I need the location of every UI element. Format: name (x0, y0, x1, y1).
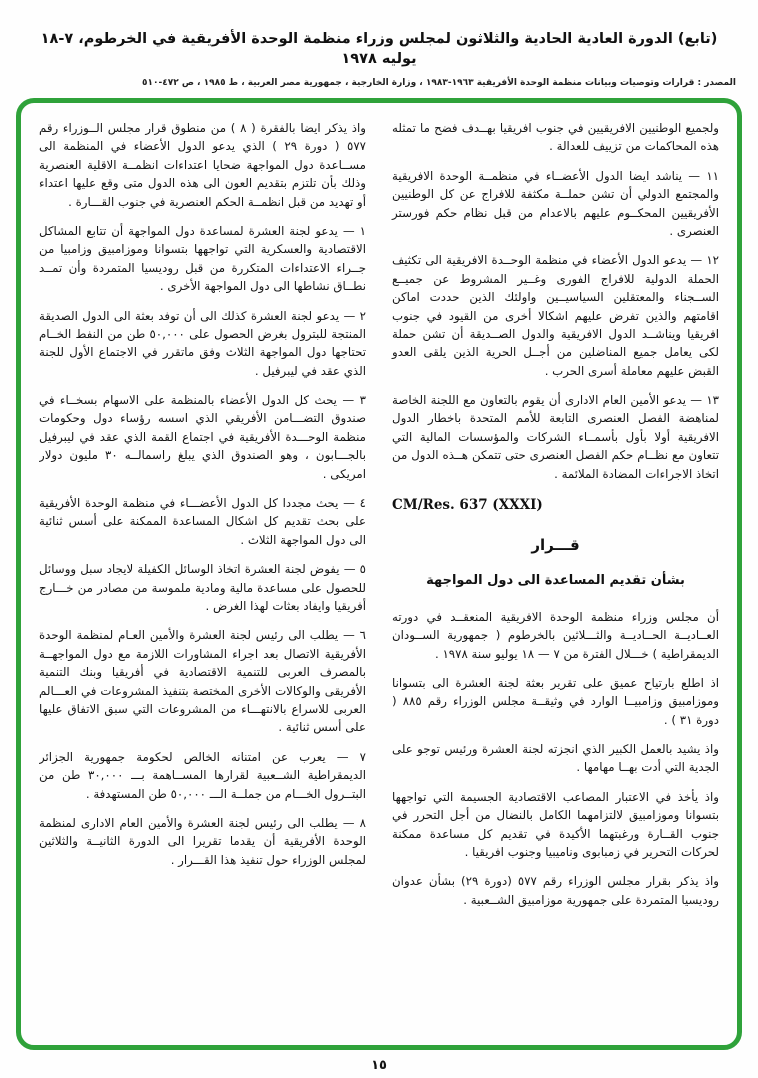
paragraph: واذ يشيد بالعمل الكبير الذي انجزته لجنة العشرة ورئيس توجو على الجدية التي أدت بهــا مهامها . (392, 742, 719, 775)
document-frame (16, 98, 742, 1050)
paragraph: واذ يذكر بقرار مجلس الوزراء رقم ٥٧٧ (دورة ٢٩) بشأن عدوان روديسيا المتمردة على جمهورية موزامبيق الشــعبية . (392, 874, 719, 907)
paragraph: اذ اطلع بارتياح عميق على تقرير بعثة لجنة العشرة الى بتسوانا وموزامبيق وزامبيــا الوارد في وثيقــة مجلس الوزراء رقم ٨٨٥ ( دورة ٣١ ) . (392, 675, 719, 727)
page-number: ١٥ (371, 1058, 387, 1073)
paragraph: ١٢ — يدعو الدول الأعضاء في منظمة الوحــدة الافريقية الى تكثيف الحملة الدولية للافراج الفورى وغــير المشروط عن جميــع الســجناء والمعتقلين السياسيــين واولئك الذين حددت اماكن اقامتهم والذين تفرض عليهم اشكالا أخرى من القيود في جنوب افريقيا ويناشــد الدول الافريقية والدول الصــديقة أن تشن حملة لكى يعامل جميع المناضلين من أجــل الحرية الذين يلقى العدو القبض عليهم معاملة أسرى الحرب . (392, 253, 719, 378)
paragraph: واذ يذكر ايضا بالفقرة ( ٨ ) من منطوق قرار مجلس الــوزراء رقم ٥٧٧ ( دورة ٢٩ ) الذي يدعو الدول الأعضاء في المنظمة الى مســاعدة دول المواجهة ضحايا اعتداءات انظمــة الاقلية العنصرية وذلك بأن تلتزم بتقديم العون الى هذه الدول متى وقع عليها اعتداء أو تهديد من قبل انظمــة الحكم العنصرية في جنوب القـــارة . (39, 121, 366, 209)
left-column (39, 119, 366, 1029)
paragraph: ولجميع الوطنيين الافريقيين في جنوب افريقيا بهــدف فضح ما تمثله هذه المحاكمات من تزييف للعدالة . (392, 121, 719, 154)
paragraph: ١ — يدعو لجنة العشرة لمساعدة دول المواجهة أن تتابع المشاكل الاقتصادية والعسكرية التي تواجهها بتسوانا وموزامبيق وزامبيا من جــراء الاعتداءات المتكررة من قبل روديسيا المتمردة وأن تمــد نطــاق نشاطها الى دول المواجهة الأخرى . (39, 223, 366, 294)
source-line: المصدر : قرارات وتوصيات وبيانات منظمة الوحدة الأفريقية ١٩٦٣-١٩٨٣ ، وزارة الخارجية ، جمهورية مصر العربية ، ط ١٩٨٥ ، ص ٤٧٢-٥١٠ (141, 78, 736, 89)
paragraph: ٧ — يعرب عن امتنانه الخالص لحكومة جمهورية الجزائر الديمقراطية الشــعبية لقرارها المســاهمة بـــ ٣٠,٠٠٠ طن من البتــرول الخـــام من جملــة الـــ ٥٠,٠٠٠ طن المستهدفة . (39, 749, 366, 801)
paragraph: ٢ — يدعو لجنة العشرة كذلك الى أن توفد بعثة الى الدول الصديقة المنتجة للبترول بغرض الحصول على ٥٠,٠٠٠ طن من النفط الخــام تحتاجها دول المواجهة الثلاث وفق ماتقرر في الاجتماع الأول للجنة الذي عقد في ليبرفيل . (39, 308, 367, 378)
resolution-reference: CM/Res. 637 (XXXI) (392, 497, 543, 514)
paragraph: ٥ — يفوض لجنة العشرة اتخاذ الوسائل الكفيلة لايجاد سبل ووسائل للحصول على مساعدة مالية ومادية ملموسة من مصادر من خـــارج أفريقيا وايفاد بعثات لهذا الغرض . (39, 562, 366, 613)
page-header (22, 30, 736, 88)
page-title: (تابع) الدورة العادية الحادية والثلاثون لمجلس وزراء منظمة الوحدة الأفريقية في الخرطوم، ٧-١٨ يوليه ١٩٧٨ (40, 31, 718, 67)
text-columns (39, 119, 719, 1029)
resolution-heading: قـــرار (531, 536, 580, 555)
right-column (392, 119, 719, 1029)
paragraph: ١١ — يناشد ايضا الدول الأعضــاء في منظمــة الوحدة الافريقية والمجتمع الدولي أن تشن حملــة مكثفة للافراج عن كل الوطنيين الأفريقيين المحكــوم عليهم بالاعدام من قبل نظام حكم فورستر العنصرى . (392, 168, 719, 238)
paragraph: ١٣ — يدعو الأمين العام الادارى أن يقوم بالتعاون مع اللجنة الخاصة لمناهضة الفصل العنصرى التابعة للأمم المتحدة باخطار الدول الافريقية أولا بأول بأسمــاء الشركات والمؤسسات المالية التي تتعاون مع نظــام حكم الفصل العنصرى حتى تتمكن هــذه الدول من اتخاذ الاجراءات المضادة الملائمة . (392, 393, 719, 481)
resolution-subheading: بشأن تقديم المساعدة الى دول المواجهة (426, 573, 685, 589)
paragraph: ٣ — يحث كل الدول الأعضاء بالمنظمة على الاسهام بسخــاء في صندوق التضـــامن الأفريقي الذي اسسه رؤساء دول وحكومات منظمة الوحـــدة الأفريقية في اجتماع القمة الذي عقد في ليبرفيل بالجـــابون ، وهو الصندوق الذي يبلغ راسمالــه ٣٠ مليون دولار امريكى . (39, 393, 366, 481)
paragraph: ٦ — يطلب الى رئيس لجنة العشرة والأمين العـام لمنظمة الوحدة الأفريقية الاتصال بعد اجراء المشاورات اللازمة مع دول المواجهــة بالمصرف العربى للتنمية الاقتصادية في أفريقيا وبنك التنمية الأفريقى والوكالات الأخرى المختصة بتنفيذ المشروعات في العـــالم العربى للاسراع بالانتهـــاء من المشروعات التي سبق الاتفاق عليها على أسس ثنائية . (39, 628, 366, 735)
paragraph: ٨ — يطلب الى رئيس لجنة العشرة والأمين العام الادارى لمنظمة الوحدة الأفريقية أن يقدما تقريرا الى الدورة الثانيــة والثلاثين لمجلس الوزراء حول تنفيذ هذا القـــرار . (39, 815, 366, 867)
paragraph: أن مجلس وزراء منظمة الوحدة الافريقية المنعقــد في دورته العــاديــة الحــاديــة والثـــلاثين بالخرطوم ( جمهورية الســودان الديمقراطية ) خـــلال الفترة من ٧ — ١٨ يوليو سنة ١٩٧٨ . (392, 609, 719, 661)
paragraph: واذ يأخذ في الاعتبار المصاعب الاقتصادية الجسيمة التي تواجهها بتسوانا وموزامبيق لالتزامهما الكامل بالنضال من أجل التحرر في جنوب القــارة ورغبتهما الأكيدة في تقديم كل مساعدة ممكنة لحركات التحرير في زمبابوى وناميبيا وجنوب افريقيا . (392, 789, 719, 860)
paragraph: ٤ — يحث مجددا كل الدول الأعضـــاء في منظمة الوحدة الأفريقية على بحث تقديم كل اشكال المساعدة الممكنة على أسس ثنائية الى دول المواجهة الثلاث . (39, 496, 366, 547)
